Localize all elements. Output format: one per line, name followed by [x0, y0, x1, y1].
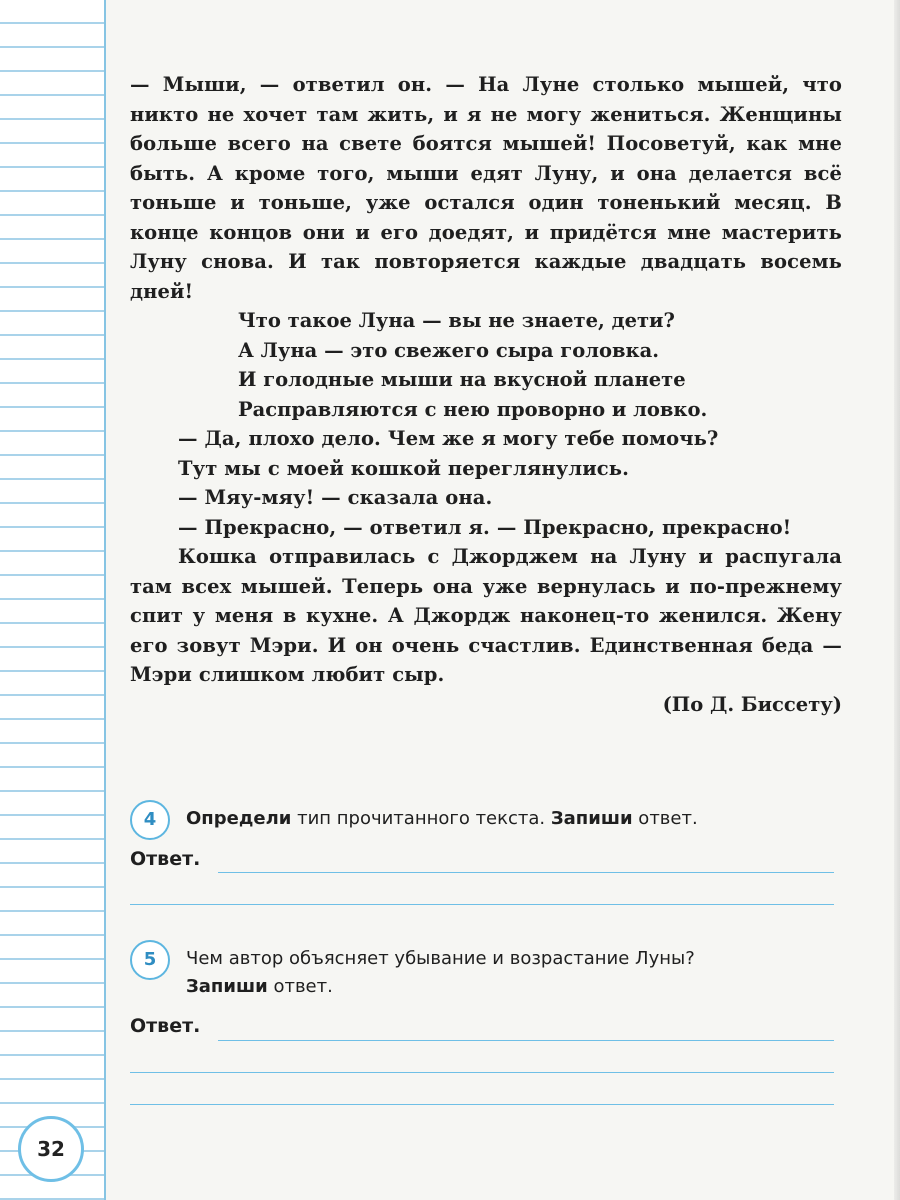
- poem-line: Что такое Луна — вы не знаете, дети?: [238, 309, 675, 332]
- task-verb: Запиши: [550, 808, 633, 829]
- task-5: [130, 940, 842, 1001]
- story-paragraph: Тут мы с моей кошкой переглянулись.: [178, 456, 629, 480]
- task-instruction: [186, 800, 842, 833]
- story-paragraph: — Мыши, — ответил он. — На Луне столько мышей, что никто не хочет там жить, и я не могу жениться. Женщины больше всего на свете боятся мышей! Посоветуй, как мне быть. А кроме того, мыши едят Луну, и она делается всё тоньше и тоньше, уже остался один тоненький месяц. В конце концов они и его доедят, и придётся мне мастерить Луну снова. И так повторяется каждые двадцать восемь дней!: [130, 73, 842, 303]
- answer-row-5: [130, 1015, 842, 1055]
- poem-line-part: .: [652, 338, 660, 362]
- answer-label: Ответ.: [130, 1015, 201, 1037]
- task-text-part: Чем автор объясняет убывание и возрастание Луны?: [186, 948, 695, 969]
- poem-line: [238, 336, 842, 366]
- story-text: [130, 70, 842, 719]
- task-number-badge: 4: [130, 800, 170, 840]
- answer-line[interactable]: [130, 1072, 834, 1073]
- answer-row-4: [130, 848, 842, 888]
- answer-line[interactable]: [218, 872, 834, 873]
- task-text-part: тип прочитанного текста.: [291, 808, 551, 829]
- task-instruction: [186, 940, 842, 1001]
- page-edge: [894, 0, 900, 1200]
- task-text-part: ответ.: [632, 808, 698, 829]
- answer-line[interactable]: [130, 904, 834, 905]
- story-paragraph: — Прекрасно, — ответил я. — Прекрасно, прекрасно!: [178, 515, 792, 539]
- answer-line[interactable]: [130, 1104, 834, 1105]
- story-paragraph: Кошка отправилась с Джорджем на Луну и распугала там всех мышей. Теперь она уже вернулась и по-прежнему спит у меня в кухне. А Джордж наконец-то женился. Жену его зовут Мэри. И он очень счастлив. Единственная беда — Мэри слишком любит сыр.: [130, 545, 842, 686]
- task-text-part: ответ.: [267, 976, 333, 997]
- task-verb: Запиши: [186, 976, 268, 997]
- poem: [130, 306, 842, 424]
- answer-line[interactable]: [218, 1040, 834, 1041]
- answer-label: Ответ.: [130, 848, 201, 870]
- notebook-margin: [0, 0, 104, 1200]
- task-4: [130, 800, 842, 833]
- poem-line: И голодные мыши на вкусной планете: [238, 368, 686, 391]
- story-paragraph: — Мяу-мяу! — сказала она.: [178, 486, 493, 509]
- page-number: 32: [18, 1116, 84, 1182]
- task-verb: Определи: [186, 808, 292, 829]
- story-paragraph: — Да, плохо дело. Чем же я могу тебе помочь?: [178, 427, 719, 450]
- poem-bold-phrase: сыра головка: [495, 338, 653, 362]
- poem-line: Расправляются с нею проворно и ловко.: [238, 397, 708, 421]
- poem-line-part: А Луна — это свежего: [238, 338, 496, 362]
- task-number-badge: 5: [130, 940, 170, 980]
- margin-line: [104, 0, 106, 1200]
- attribution: (По Д. Биссету): [662, 692, 842, 716]
